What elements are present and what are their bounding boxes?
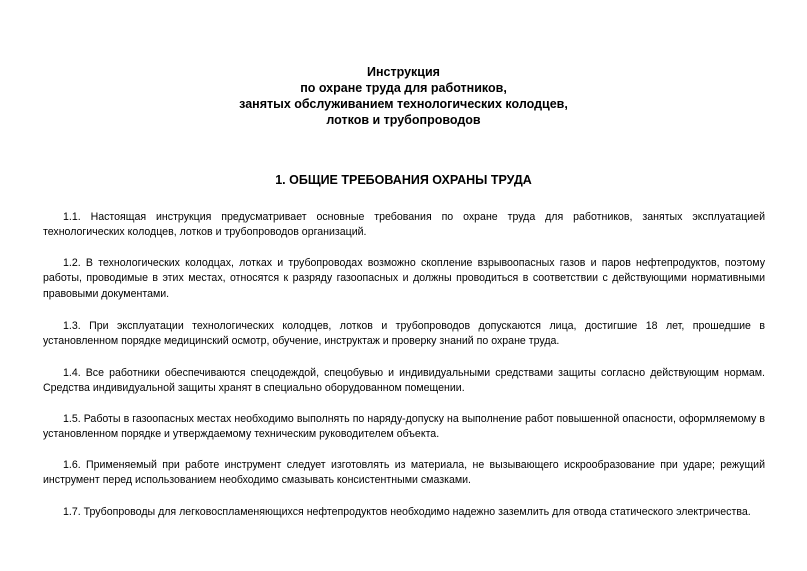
paragraph-1-7: 1.7. Трубопроводы для легковоспламеняющихся нефтепродуктов необходимо надежно заземлить для отвода статического электричества. <box>63 505 751 518</box>
paragraph-1-3: 1.3. При эксплуатации технологических колодцев, лотков и трубопроводов допускаются лица, достигшие 18 лет, прошедшие в установленном порядке медицинский осмотр, обучение, инструктаж и проверку знаний по охране труда. <box>43 319 765 348</box>
title-line: занятых обслуживанием технологических колодцев, <box>239 97 568 111</box>
title-line: Инструкция <box>367 65 440 79</box>
paragraph-1-5: 1.5. Работы в газоопасных местах необходимо выполнять по наряду-допуску на выполнение работ повышенной опасности, оформляемому в установленном порядке и утверждаемому техническим руководителем объекта. <box>43 412 765 441</box>
paragraph-1-1: 1.1. Настоящая инструкция предусматривает основные требования по охране труда для работников, занятых эксплуатацией технологических колодцев, лотков и трубопроводов организаций. <box>43 210 765 239</box>
title-line: лотков и трубопроводов <box>326 113 481 127</box>
paragraph-1-2: 1.2. В технологических колодцах, лотках и трубопроводах возможно скопление взрывоопасных газов и паров нефтепродуктов, поэтому работы, проводимые в этих местах, относятся к разряду газоопасных и должны проводиться в соответствии с действующими нормативными правовыми документами. <box>43 256 765 300</box>
title-line: по охране труда для работников, <box>300 81 507 95</box>
document-title <box>0 64 807 128</box>
paragraph-1-6: 1.6. Применяемый при работе инструмент следует изготовлять из материала, не вызывающего искрообразование при ударе; режущий инструмент перед использованием необходимо смазывать консистентными смазками. <box>43 458 765 487</box>
paragraph-1-4: 1.4. Все работники обеспечиваются спецодеждой, спецобувью и индивидуальными средствами защиты согласно действующим нормам. Средства индивидуальной защиты хранят в специально оборудованном помещении. <box>43 366 765 395</box>
section-heading: 1. ОБЩИЕ ТРЕБОВАНИЯ ОХРАНЫ ТРУДА <box>275 173 532 187</box>
